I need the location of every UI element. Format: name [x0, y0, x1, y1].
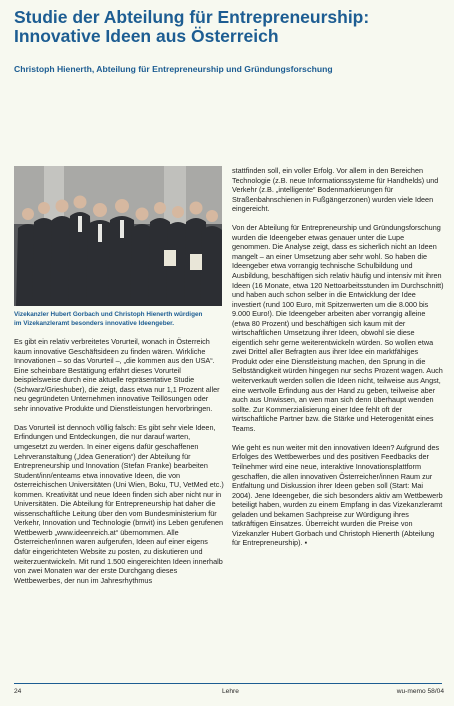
- page-number: 24: [14, 688, 22, 695]
- caption-line-2: im Vizekanzleramt besonders innovative Ideengeber.: [14, 319, 175, 327]
- publication-label: wu-memo 58/04: [396, 688, 444, 695]
- paragraph: stattfinden soll, ein voller Erfolg. Vor allem in den Bereichen Technologie (z.B. neue Informationssysteme für Handhelds) und Verkehr (z.B. „intelligente“ Bodenmarkierungen für Straßenbahnschienen in Fußgängerzonen) wurden viele Ideen eingereicht.: [232, 166, 439, 214]
- paragraph: Das Vorurteil ist dennoch völlig falsch: Es gibt sehr viele Ideen, Erfindungen und Entdeckungen, die nur darauf warten, umgesetzt zu werden. In einer eigens dafür geschaffenen Lehrveranstaltung („Idea Generation“) der Abteilung für Entrepreneurship und Innovation (Stefan Franke) bearbeiten Student/inn/enteams etwa innovative Ideen, die von österreichischen Universitäten (Uni Wien, Boku, TU, VetMed etc.) kommen. Kreativität und neue Ideen finden sich aber nicht nur in Universitäten. Die Abteilung für Entrepreneurship hat daher die wissenschaftliche Leitung über den vom Bundesministerium für Verkehr, Innovation und Technologie (bmvit) ins Leben gerufenen Wettbewerb „www.ideenreich.at“ übernommen. Alle Österreicher/innen waren aufgerufen, Ideen auf einer eigens dafür eingerichteten Website zu posten, zu diskutieren und weiterzuentwickeln. Mit rund 1.500 eingereichten Ideen innerhalb von zwei Monaten war der erste Durchgang dieses Wettbewerbes, der nun im Jahresrhythmus: [14, 422, 224, 585]
- title-line-1: Studie der Abteilung für Entrepreneurship:: [14, 7, 370, 27]
- footer-rule: [14, 683, 442, 684]
- section-label: Lehre: [222, 688, 239, 695]
- paragraph: Es gibt ein relativ verbreitetes Vorurteil, wonach in Österreich kaum innovative Geschäftsideen zu finden wären. Wirkliche Innovationen – so das Vorurteil –, „die kommen aus den USA“. Eine scheinbare Bestätigung erfährt dieses Vorurteil beispielsweise durch eine aktuelle repräsentative Studie (Schwarz/Grieshuber), die zeigt, dass etwa nur 1,1 Prozent aller neu gegründeten Unternehmen innovative Teillösungen oder sehr innovative Produkte und Dienstleistungen hervorbringen.: [14, 337, 220, 413]
- author-line: Christoph Hienerth, Abteilung für Entrepreneurship und Gründungsforschung: [14, 64, 333, 74]
- title-line-2: Innovative Ideen aus Österreich: [14, 26, 279, 46]
- group-photo-illustration: [14, 166, 222, 306]
- paragraph: Von der Abteilung für Entrepreneurship und Gründungsforschung wurden die Ideengeber etwas genauer unter die Lupe genommen. Die Analyse zeigt, dass es sicherlich nicht an Ideen mangelt – an einer Umsetzung aber sehr wohl. So haben die Ideengeber etwa vorrangig technische Schulbildung und Ausbildung, beschäftigen sich relativ häufig und intensiv mit ihren Ideen (16 Monate, etwa 120 Nettoarbeitsstunden im Durchschnitt) und haben auch schon selber in die Entwicklung der Idee investiert (rund 100 Euro, mit Spitzenwerten um die 8.000 bis 9.000 Euro!). Die Ideengeber arbeiten aber vorrangig alleine (etwa 80 Prozent) und beschäftigen sich kaum mit der wirtschaftlichen Umsetzung ihrer Ideen, obwohl sie diese eigentlich sehr gerne weiterentwickeln würden. So wollen etwa zwei Drittel aller Befragten aus ihrer Idee ein marktfähiges Produkt oder eine Dienstleistung machen, den Sprung in die Selbständigkeit würden hingegen nur sechs Prozent wagen. Auch weiterverkauft werden sollen die Ideen nicht, teilweise aus Angst, eine wertvolle Erfindung aus der Hand zu geben, teilweise aber auch aus Unwissen, an wen man sich denn überhaupt wenden sollte. Zur Kommerzialisierung einer Idee fehlt oft der wirtschaftliche Partner bzw. die Stärke und Heterogenität eines Teams.: [232, 223, 444, 433]
- photo-caption: [14, 311, 224, 328]
- article-title: [14, 8, 434, 46]
- caption-line-1: Vizekanzler Hubert Gorbach und Christoph Hienerth würdigen: [14, 311, 203, 318]
- group-photo: [14, 166, 222, 306]
- right-column: [232, 166, 444, 557]
- left-column: [14, 337, 224, 595]
- paragraph: Wie geht es nun weiter mit den innovativen Ideen? Aufgrund des Erfolges des Wettbewerbes und des positiven Feedbacks der Teilnehmer wird eine neue, interaktive Innovationsplattform geschaffen, die allen innovativen Österreicher/innen Raum zur Entfaltung und Diskussion ihrer Ideen geben soll (Start: Mai 2004). Jene Ideengeber, die sich besonders aktiv am Wettbewerb beteiligt haben, wurden zu einem Empfang in das Vizekanzleramt geladen und bekamen Sachpreise zur Würdigung ihres tatkräftigen Einsatzes. Überreicht wurden die Preise von Vizekanzler Hubert Gorbach und Christoph Hienerth (Abteilung für Entrepreneurship). ▪: [232, 442, 443, 548]
